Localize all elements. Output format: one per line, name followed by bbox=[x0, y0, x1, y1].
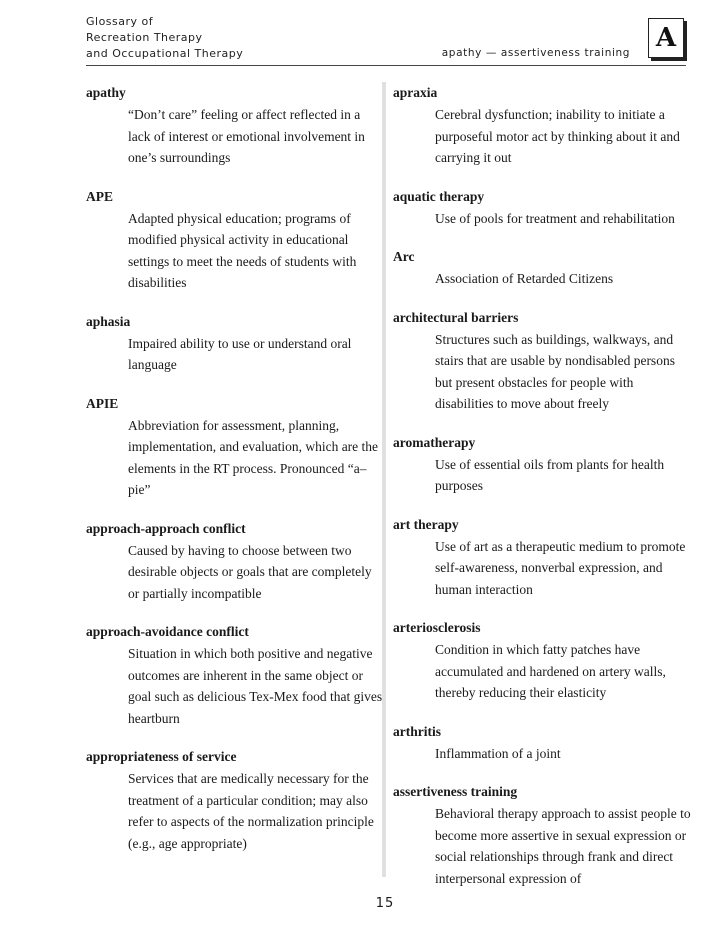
glossary-entry bbox=[86, 623, 386, 729]
page-number: 15 bbox=[375, 896, 395, 911]
entry-term: apraxia bbox=[393, 85, 438, 100]
entry-term: architectural barriers bbox=[393, 309, 519, 325]
entry-term: APIE bbox=[86, 395, 119, 411]
header-rule bbox=[86, 65, 686, 66]
entry-definition: Cerebral dysfunction; inability to initiate a purposeful motor act by thinking about it and carrying it out bbox=[435, 107, 680, 165]
entry-term: art therapy bbox=[393, 516, 459, 532]
glossary-entry bbox=[86, 188, 386, 294]
glossary-entry bbox=[86, 313, 386, 376]
glossary-entry bbox=[393, 84, 693, 169]
glossary-entry bbox=[393, 783, 693, 889]
glossary-entry bbox=[393, 309, 693, 415]
glossary-entry bbox=[393, 619, 693, 704]
glossary-entry bbox=[86, 520, 386, 605]
glossary-entry bbox=[393, 434, 693, 497]
entry-term: aquatic therapy bbox=[393, 188, 485, 204]
entry-definition: Adapted physical education; programs of modified physical activity in educational settings to meet the needs of students with disabilities bbox=[128, 210, 357, 290]
entry-definition: “Don’t care” feeling or affect reflected in a lack of interest or emotional involvement in one’s surroundings bbox=[128, 107, 365, 165]
entry-term: aromatherapy bbox=[393, 434, 476, 450]
entry-definition: Inflammation of a joint bbox=[435, 745, 561, 761]
entry-definition: Structures such as buildings, walkways, and stairs that are usable by nondisabled persons but present obstacles for people with disabilities to move about freely bbox=[435, 331, 675, 411]
glossary-entry bbox=[393, 248, 693, 290]
entry-definition: Use of art as a therapeutic medium to promote self-awareness, nonverbal expression, and human interaction bbox=[435, 538, 686, 597]
entry-term: arteriosclerosis bbox=[393, 620, 481, 635]
entry-definition: Use of pools for treatment and rehabilitation bbox=[435, 210, 675, 226]
glossary-entry bbox=[393, 188, 693, 230]
glossary-entry bbox=[86, 748, 386, 854]
glossary-entry bbox=[86, 84, 386, 169]
entry-term: apathy bbox=[86, 85, 126, 100]
entry-term: arthritis bbox=[393, 723, 441, 739]
book-title-line-3: and Occupational Therapy bbox=[86, 47, 244, 60]
entry-term: APE bbox=[86, 188, 113, 204]
book-title-line-1: Glossary of bbox=[86, 15, 154, 28]
entry-definition: Abbreviation for assessment, planning, implementation, and evaluation, which are the elements in the RT process. Pronounced “a–pie” bbox=[128, 417, 379, 497]
entry-range: apathy — assertiveness training bbox=[441, 47, 630, 59]
entry-term: approach-avoidance conflict bbox=[86, 624, 249, 639]
right-column bbox=[393, 84, 693, 908]
entry-term: Arc bbox=[393, 249, 415, 264]
section-letter: A bbox=[655, 23, 677, 53]
page-header bbox=[86, 14, 686, 64]
entry-term: aphasia bbox=[86, 313, 131, 329]
entry-definition: Services that are medically necessary for the treatment of a particular condition; may also refer to aspects of the normalization principle (e.g., age appropriate) bbox=[128, 771, 374, 851]
glossary-entry bbox=[86, 395, 386, 501]
entry-definition: Impaired ability to use or understand oral language bbox=[128, 335, 352, 372]
entry-definition: Condition in which fatty patches have accumulated and hardened on artery walls, thereby reducing their elasticity bbox=[435, 642, 666, 700]
entry-definition: Situation in which both positive and negative outcomes are inherent in the same object or goal such as delicious Tex-Mex food that gives heartburn bbox=[128, 646, 383, 726]
book-title-line-2: Recreation Therapy bbox=[86, 31, 203, 44]
entry-term: appropriateness of service bbox=[86, 749, 237, 764]
entry-definition: Use of essential oils from plants for health purposes bbox=[435, 456, 665, 493]
entry-term: approach-approach conflict bbox=[86, 520, 246, 536]
entry-term: assertiveness training bbox=[393, 784, 518, 799]
entry-definition: Caused by having to choose between two desirable objects or goals that are completely or partially incompatible bbox=[128, 542, 372, 601]
glossary-entry bbox=[393, 516, 693, 601]
section-letter-tab bbox=[648, 18, 684, 58]
glossary-entry bbox=[393, 723, 693, 765]
entry-definition: Behavioral therapy approach to assist people to become more assertive in sexual expression or social relationships through frank and direct interpersonal expression of bbox=[435, 806, 691, 886]
left-column bbox=[86, 84, 386, 873]
entry-definition: Association of Retarded Citizens bbox=[435, 271, 614, 286]
